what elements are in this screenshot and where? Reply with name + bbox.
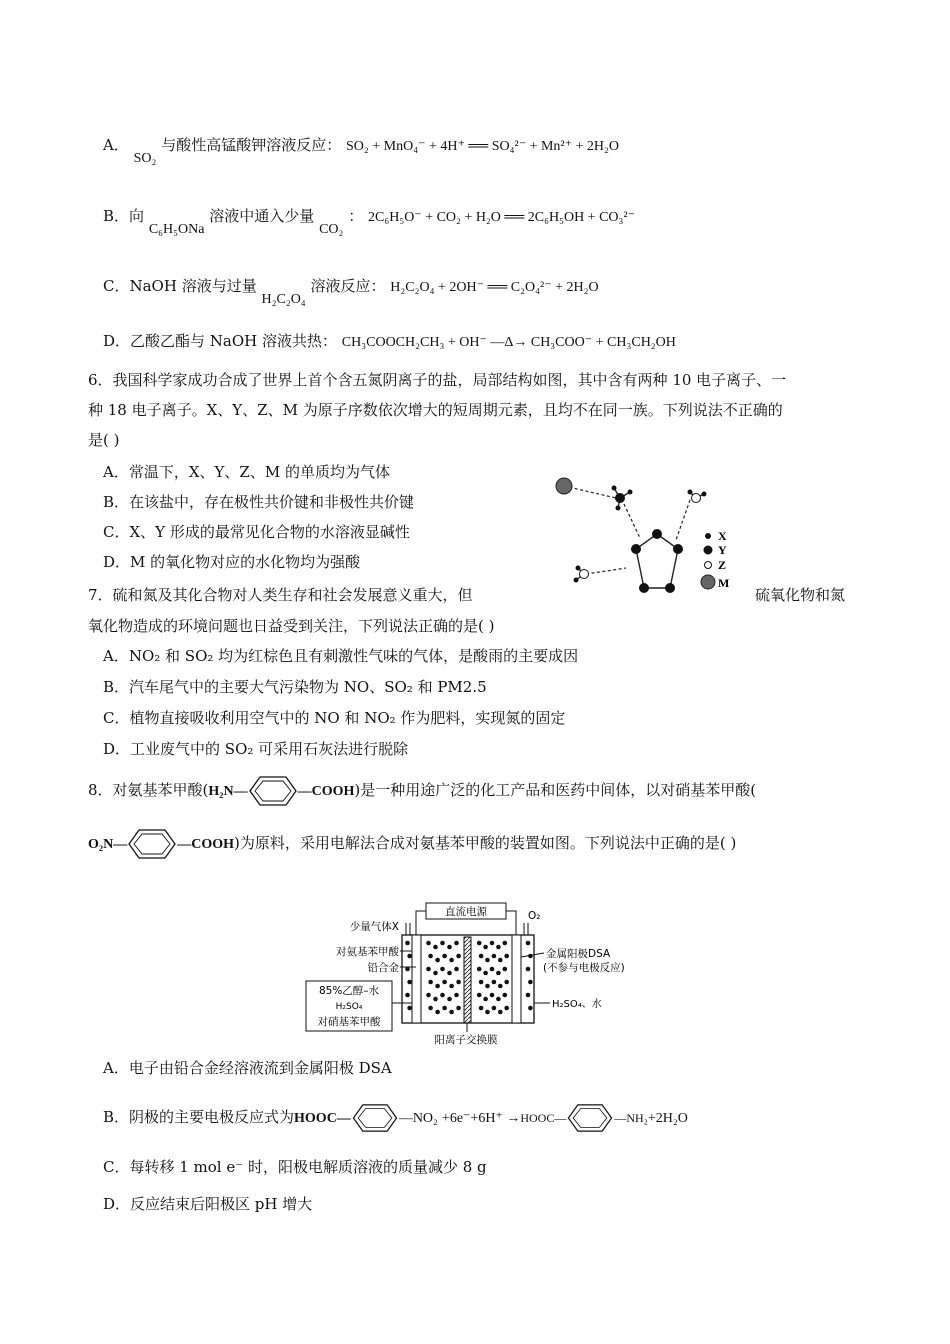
particle [496,971,501,976]
aminobenzoic-left: H₂N— [208,784,248,799]
legend-y: Y [718,543,727,557]
particle [454,993,459,998]
power-supply-label: 直流电源 [445,906,487,918]
particle [407,954,412,959]
anode-note: (不参与电极反应) [543,962,625,974]
q5-a-reagent: SO₂ [133,151,157,166]
particle [449,984,454,989]
product-label: 对氨基苯甲酸 [336,946,399,958]
particle [456,954,461,959]
q8-option-d: D．反应结束后阳极区 pH 增大 [103,1195,313,1213]
q5-option-d: D．乙酸乙酯与 NaOH 溶液共热： CH₃COOCH₂CH₃ + OH⁻ —Δ→ CH₃COO⁻ + CH₃CH₂OH [103,332,676,350]
particle [440,993,445,998]
particle [504,954,509,959]
particle [528,1006,533,1011]
particle [426,967,431,972]
particle [526,993,531,998]
particle [483,971,488,976]
particle [483,997,488,1002]
particle [433,971,438,976]
q5-d-equation: CH₃COOCH₂CH₃ + OH⁻ —Δ→ CH₃COO⁻ + CH₃CH₂OH [341,335,676,350]
aminobenzoic-right: —COOH [297,784,355,799]
particle [435,984,440,989]
particle [447,945,452,950]
particle [407,1006,412,1011]
q7-option-b: B．汽车尾气中的主要大气污染物为 NO、SO₂ 和 PM2.5 [103,678,487,696]
q7-stem-line2: 氧化物造成的环境问题也日益受到关注，下列说法正确的是( ) [88,617,495,635]
particle [405,993,410,998]
o2-label: O₂ [528,910,541,922]
particle [479,1006,484,1011]
q5-a-equation: SO₂ + MnO₄⁻ + 4H⁺ ══ SO₄²⁻ + Mn²⁺ + 2H₂O [345,139,620,154]
particle [428,1006,433,1011]
particle [483,945,488,950]
q8-option-a: A．电子由铅合金经溶液流到金属阳极 DSA [103,1059,392,1077]
particle [442,980,447,985]
q8-stem-line1: 8．对氨基苯甲酸(H₂N— —COOH)是一种用途广泛的化工产品和医药中间体，以对硝基苯甲酸( [88,775,756,807]
particle [447,997,452,1002]
particle [435,1010,440,1015]
feed-line3: 对硝基苯甲酸 [317,1016,381,1028]
benzene-ring-4 [566,1103,614,1133]
q8-option-b: B．阴极的主要电极反应式为HOOC— —NO₂ +6e⁻+6H⁺ →HOOC— —NH₂+2H₂O [103,1103,688,1133]
particle [405,941,410,946]
particle [490,993,495,998]
m-atom [556,478,572,494]
particle [496,997,501,1002]
particle [492,1006,497,1011]
particle [526,967,531,972]
particle [528,980,533,985]
q5-c-reagent: H₂C₂O₄ [261,292,306,307]
particle [496,945,501,950]
particle [526,941,531,946]
particle [479,980,484,985]
membrane-label: 阳离子交换膜 [434,1034,498,1046]
q7-option-a: A．NO₂ 和 SO₂ 均为红棕色且有刺激性气味的气体，是酸雨的主要成因 [103,647,579,665]
particle [485,958,490,963]
particle [454,941,459,946]
particle [442,1006,447,1011]
particle [426,941,431,946]
q5-option-c: C．NaOH 溶液与过量 H₂C₂O₄ 溶液反应： H₂C₂O₄ + 2OH⁻ ══ C₂O₄²⁻ + 2H₂O [103,277,599,307]
q6-option-a: A．常温下，X、Y、Z、M 的单质均为气体 [103,463,390,481]
anolyte-label: H₂SO₄、水 [552,999,602,1010]
particle [433,945,438,950]
nitrobenzoic-right: —COOH [177,837,234,852]
q5-c-equation: H₂C₂O₄ + 2OH⁻ ══ C₂O₄²⁻ + 2H₂O [390,280,599,295]
particle [449,1010,454,1015]
particle [426,993,431,998]
particle [440,967,445,972]
feed-line1: 85%乙醇–水 [318,985,380,997]
particle [479,954,484,959]
q5-option-b: B．向 C₆H₅ONa 溶液中通入少量 CO₂ ： 2C₆H₅O⁻ + CO₂ + H₂O ══ 2C₆H₅OH + CO₃²⁻ [103,207,635,237]
particle [485,1010,490,1015]
particle [492,980,497,985]
nitrobenzoic-left: O₂N— [88,837,128,852]
benzene-ring-3 [351,1103,399,1133]
particle [449,958,454,963]
legend-m: M [718,576,730,590]
benzene-ring-1 [248,775,298,807]
q6-stem-line3: 是( ) [88,431,120,449]
q7-stem-line1: 7．硫和氮及其化合物对人类生存和社会发展意义重大，但 [88,586,473,604]
particle [490,967,495,972]
q6-option-b: B．在该盐中，存在极性共价键和非极性共价键 [103,493,415,511]
alloy-label: 铅合金 [367,962,399,974]
feed-line2: H₂SO₄ [335,1002,363,1012]
q6-option-d: D．M 的氧化物对应的水化物均为强酸 [103,553,361,571]
q8-electrolysis-diagram [300,895,670,1050]
particle [498,1010,503,1015]
y-atom [615,493,625,503]
z-atom [692,494,701,503]
particle [485,984,490,989]
q5-b-reagent: C₆H₅ONa [148,222,205,237]
particle [454,967,459,972]
particle [477,993,482,998]
particle [442,954,447,959]
q6-option-c: C．X、Y 形成的最常见化合物的水溶液显碱性 [103,523,410,541]
q8-option-c: C．每转移 1 mol e⁻ 时，阳极电解质溶液的质量减少 8 g [103,1158,487,1176]
particle [435,958,440,963]
particle [477,941,482,946]
particle [503,993,508,998]
particle [407,980,412,985]
particle [498,958,503,963]
q5-option-a: A． SO₂ 与酸性高锰酸钾溶液反应： SO₂ + MnO₄⁻ + 4H⁺ ══ SO₄²⁻ + Mn²⁺ + 2H₂O [103,136,620,166]
q8-stem-line2: O₂N— —COOH)为原料，采用电解法合成对氨基苯甲酸的装置如图。下列说法中正确的是( ) [88,828,736,860]
legend-z: Z [718,558,727,572]
particle [433,997,438,1002]
q7-option-d: D．工业废气中的 SO₂ 可采用石灰法进行脱除 [103,740,409,758]
particle [456,1006,461,1011]
particle [498,984,503,989]
q7-stem-line1b: 硫氧化物和氮 [755,586,846,604]
particle [428,954,433,959]
q6-stem-line2: 种 18 电子离子。X、Y、Z、M 为原子序数依次增大的短周期元素，且均不在同一族。下列说法不正确的 [88,401,783,419]
anode-label: 金属阳极DSA [546,948,611,960]
q5-b-equation: 2C₆H₅O⁻ + CO₂ + H₂O ══ 2C₆H₅OH + CO₃²⁻ [367,210,635,225]
legend-x: X [718,529,727,543]
q6-structure-diagram [548,470,748,605]
gas-x-label: 少量气体X [349,921,399,933]
q5-b-gas: CO₂ [319,222,344,237]
q7-option-c: C．植物直接吸收利用空气中的 NO 和 NO₂ 作为肥料，实现氮的固定 [103,709,566,727]
particle [492,954,497,959]
particle [447,971,452,976]
q6-stem-line1: 6．我国科学家成功合成了世界上首个含五氮阴离子的盐，局部结构如图，其中含有两种 10 电子离子、一 [88,371,787,389]
benzene-ring-2 [127,828,177,860]
particle [490,941,495,946]
particle [503,941,508,946]
particle [440,941,445,946]
particle [428,980,433,985]
particle [503,967,508,972]
particle [477,967,482,972]
particle [456,980,461,985]
particle [504,980,509,985]
particle [504,1006,509,1011]
